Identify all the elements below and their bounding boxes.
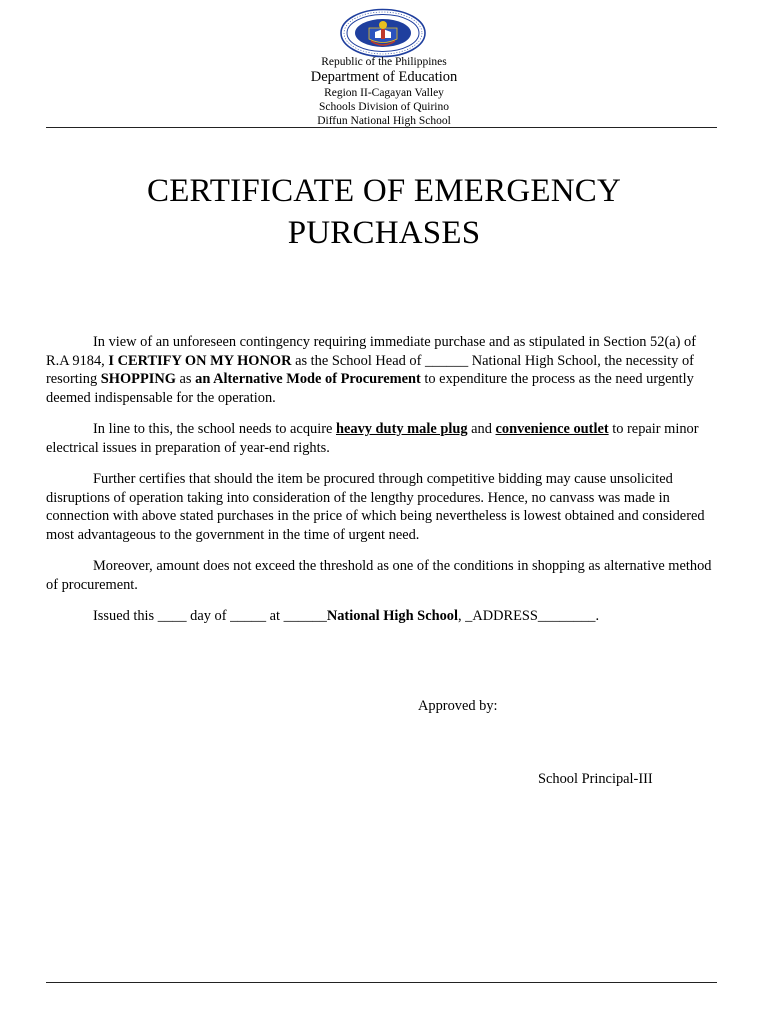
paragraph-justification	[46, 470, 718, 544]
p1-text-3: as	[175, 371, 196, 387]
republic-line: Republic of the Philippines	[321, 56, 447, 68]
letterhead	[0, 55, 768, 128]
p3-text: Further certifies that should the item be procured through competitive bidding may cause unsolicited disruptions of operation taking into consideration of the lengthy procedures. Hence, no canvass was made in connection with above stated purchases in the price of which being nevertheless is lowest obtained and considered most advantageous to the government in the time of urgent need.	[46, 471, 705, 543]
p1-bold-certify: I CERTIFY ON MY HONOR	[108, 352, 292, 369]
p5-text-1: Issued this ____ day of _____ at ______	[93, 608, 327, 624]
p2-text-2: and	[467, 421, 496, 437]
division-line: Schools Division of Quirino	[318, 101, 449, 113]
p1-bold-shopping: SHOPPING	[100, 371, 176, 387]
department-line: Department of Education	[310, 69, 458, 85]
header-divider	[46, 127, 717, 128]
p2-text-3: to repair minor electrical issues in preparation of year-end rights.	[46, 421, 699, 456]
p2-item-male-plug: heavy duty male plug	[335, 421, 468, 437]
document-title	[0, 170, 768, 254]
paragraph-threshold	[46, 557, 718, 594]
school-line: Diffun National High School	[317, 115, 451, 127]
title-line-1: CERTIFICATE OF EMERGENCY	[146, 173, 621, 209]
p2-text-1: In line to this, the school needs to acquire	[93, 421, 336, 437]
title-line-2: PURCHASES	[287, 215, 481, 251]
paragraph-issued	[46, 607, 718, 626]
p4-text: Moreover, amount does not exceed the threshold as one of the conditions in shopping as alternative method of procurement.	[46, 558, 712, 593]
paragraph-certification	[46, 333, 718, 407]
paragraph-items	[46, 420, 718, 457]
deped-seal-icon	[339, 8, 427, 58]
p1-text-1: In view of an unforeseen contingency requiring immediate purchase and as stipulated in Section 52(a) of R.A 9184,	[46, 334, 697, 369]
certificate-body	[46, 333, 718, 639]
p5-text-2: , _ADDRESS________.	[457, 608, 600, 624]
p1-bold-mode: an Alternative Mode of Procurement	[195, 371, 421, 387]
signatory-position: School Principal-III	[538, 771, 653, 787]
p1-text-4: to expenditure the process as the need urgently deemed indispensable for the operation.	[46, 371, 694, 406]
p2-item-outlet: convenience outlet	[495, 421, 609, 437]
approved-by-label: Approved by:	[418, 698, 498, 714]
region-line: Region II-Cagayan Valley	[324, 87, 444, 99]
footer-divider	[46, 982, 717, 983]
p1-text-2: as the School Head of ______ National High School, the necessity of resorting	[46, 352, 694, 387]
p5-bold-school: National High School	[326, 608, 458, 624]
